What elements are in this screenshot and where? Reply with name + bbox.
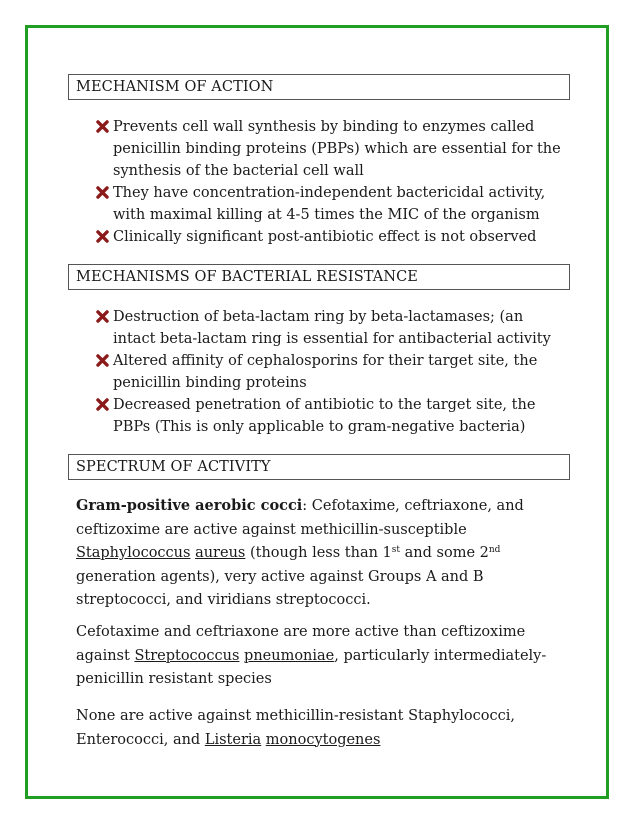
organism-species: aureus (195, 545, 246, 561)
mechanism-of-action-list (96, 116, 566, 248)
organism-species: pneumoniae (244, 647, 335, 664)
pneumoniae-paragraph: Cefotaxime and ceftriaxone are more active than ceftizoxime against Streptococcus pneumoniae, particularly intermediately-penicillin resistant species (76, 624, 547, 687)
cross-bullet-icon (96, 310, 109, 323)
cross-bullet-icon (96, 354, 109, 367)
list-item (96, 226, 566, 248)
organism-genus: Staphylococcus (76, 545, 191, 561)
bullet-text: They have concentration-independent bactericidal activity, with maximal killing at 4-5 times the MIC of the organism (113, 185, 546, 223)
bullet-text: Clinically significant post-antibiotic effect is not observed (113, 229, 537, 245)
cross-bullet-icon (96, 120, 109, 133)
organism-genus: Listeria (204, 731, 262, 748)
mechanism-of-action-header: MECHANISM OF ACTION (68, 74, 570, 100)
bullet-text: Destruction of beta-lactam ring by beta-lactamases; (an intact beta-lactam ring is essential for antibacterial activity (113, 309, 551, 347)
list-item (96, 116, 566, 182)
list-item (96, 350, 566, 394)
cross-bullet-icon (96, 398, 109, 411)
gram-positive-label: Gram-positive aerobic cocci (76, 497, 303, 514)
list-item (96, 306, 566, 350)
resistance-note-paragraph: None are active against methicillin-resistant Staphylococci, Enterococci, and Listeria monocytogenes (76, 708, 515, 748)
list-item (96, 394, 566, 438)
bacterial-resistance-header: MECHANISMS OF BACTERIAL RESISTANCE (68, 264, 570, 290)
bullet-text: Prevents cell wall synthesis by binding to enzymes called penicillin binding proteins (PBPs) which are essential for the synthesis of the bacterial cell wall (113, 119, 561, 179)
cross-bullet-icon (96, 230, 109, 243)
cross-bullet-icon (96, 186, 109, 199)
bacterial-resistance-list (96, 306, 566, 438)
organism-genus: Streptococcus (134, 647, 240, 664)
organism-species: monocytogenes (265, 731, 381, 748)
bullet-text: Decreased penetration of antibiotic to the target site, the PBPs (This is only applicable to gram-negative bacteria) (113, 397, 536, 435)
spectrum-of-activity-header: SPECTRUM OF ACTIVITY (68, 454, 570, 480)
list-item (96, 182, 566, 226)
bullet-text: Altered affinity of cephalosporins for their target site, the penicillin binding proteins (113, 353, 538, 391)
gram-positive-paragraph: Gram-positive aerobic cocci: Cefotaxime, ceftriaxone, and ceftizoxime are active against methicillin-susceptible Staphylococcus aureus (though less than 1st and some 2nd generation agents), very active against Groups A and B streptococci, and viridians streptococci. (76, 497, 524, 608)
